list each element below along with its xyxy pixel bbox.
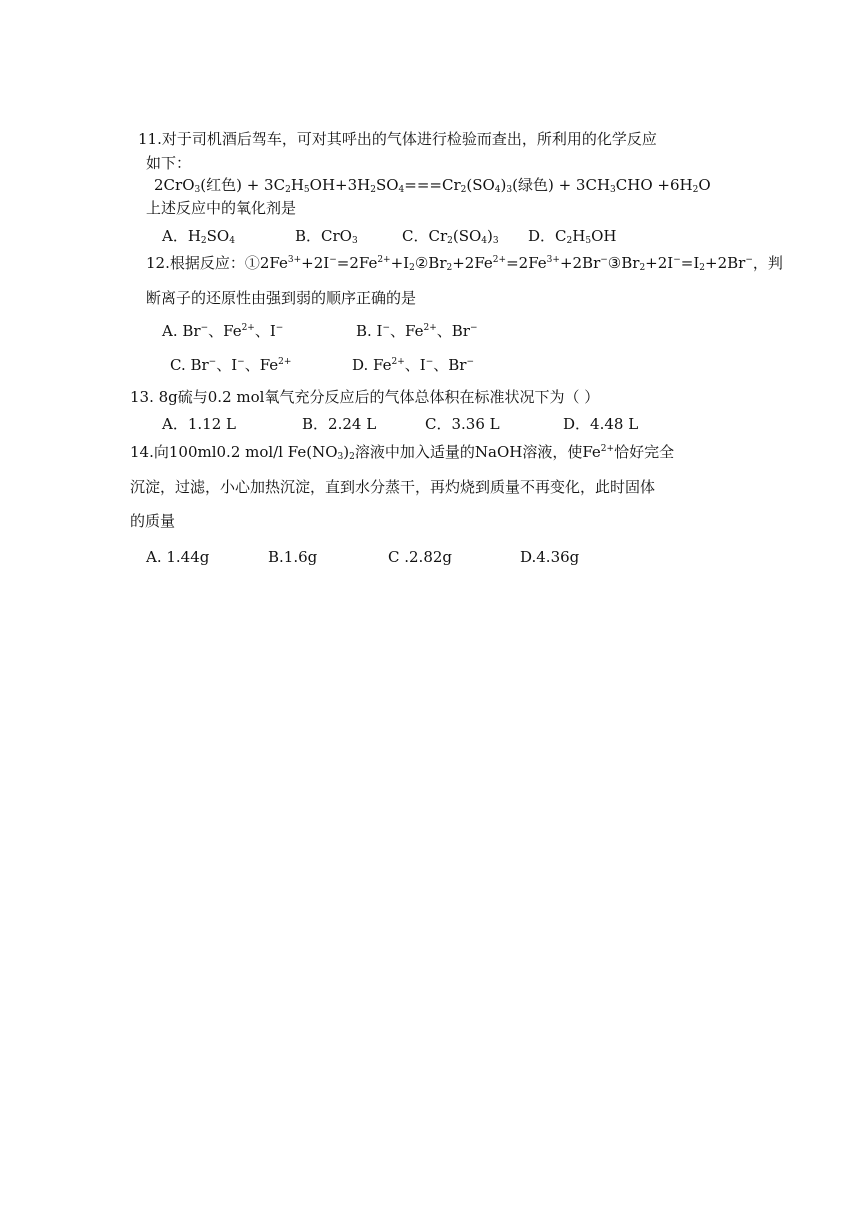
q13-line1: 13. 8g硫与0.2 mol氧气充分反应后的气体总体积在标准状况下为（ ）: [130, 388, 600, 406]
q11-option-c: C．$Cr_2(SO_4)_3$: [402, 227, 499, 246]
q12-option-c: C. Br−、I−、$Fe^{2+}$: [170, 356, 292, 374]
q12-line2: 断离子的还原性由强到弱的顺序正确的是: [146, 289, 417, 307]
q11-option-b: B．CrO$_3$: [295, 227, 358, 246]
q11-option-d: D．$C_2H_5OH$: [528, 227, 617, 246]
q13-option-d: D．4.48 L: [563, 415, 639, 433]
q13-option-a: A．1.12 L: [162, 415, 236, 433]
q12-option-b: B. I−、$Fe^{2+}$、Br−: [356, 322, 478, 340]
q12-line1: 12.根据反应：$①2Fe^{3+}+2I^-=2Fe^{2+}+I_2②Br_2+2Fe^{2+}=2Fe^{3+}+2Br^-③Br_2+2I^-=I_2+2Br^-$，判: [146, 254, 783, 273]
q11-option-a: A．$H_2SO_4$: [162, 227, 235, 246]
q14-line1: 14.向100ml0.2 mol/l $Fe(NO_3)_2$溶液中加入适量的NaOH溶液，使$Fe^{2+}$恰好完全: [130, 443, 675, 462]
q12-option-d: D. $Fe^{2+}$、I−、Br−: [352, 356, 475, 374]
q14-option-b: B.1.6g: [268, 548, 318, 566]
q14-line3: 的质量: [130, 512, 176, 530]
q14-option-a: A. 1.44g: [146, 548, 210, 566]
q12-option-a: A. Br−、$Fe^{2+}$、I−: [162, 322, 284, 340]
q11-line4: 上述反应中的氧化剂是: [146, 199, 297, 217]
q14-line2: 沉淀，过滤，小心加热沉淀，直到水分蒸干，再灼烧到质量不再变化，此时固体: [130, 478, 656, 496]
q11-line1: 11.对于司机酒后驾车，可对其呼出的气体进行检验而查出，所利用的化学反应: [138, 130, 657, 148]
q14-option-d: D.4.36g: [520, 548, 580, 566]
q11-equation: 2CrO$_3$(红色) + $3C_2H_5OH+3H_2SO_4===Cr_2(SO_4)_3$(绿色) + $3CH_3CHO +6H_2O$: [154, 176, 711, 195]
q13-option-c: C．3.36 L: [425, 415, 500, 433]
q14-option-c: C .2.82g: [388, 548, 453, 566]
q11-line2: 如下：: [146, 154, 192, 172]
q13-option-b: B．2.24 L: [302, 415, 377, 433]
